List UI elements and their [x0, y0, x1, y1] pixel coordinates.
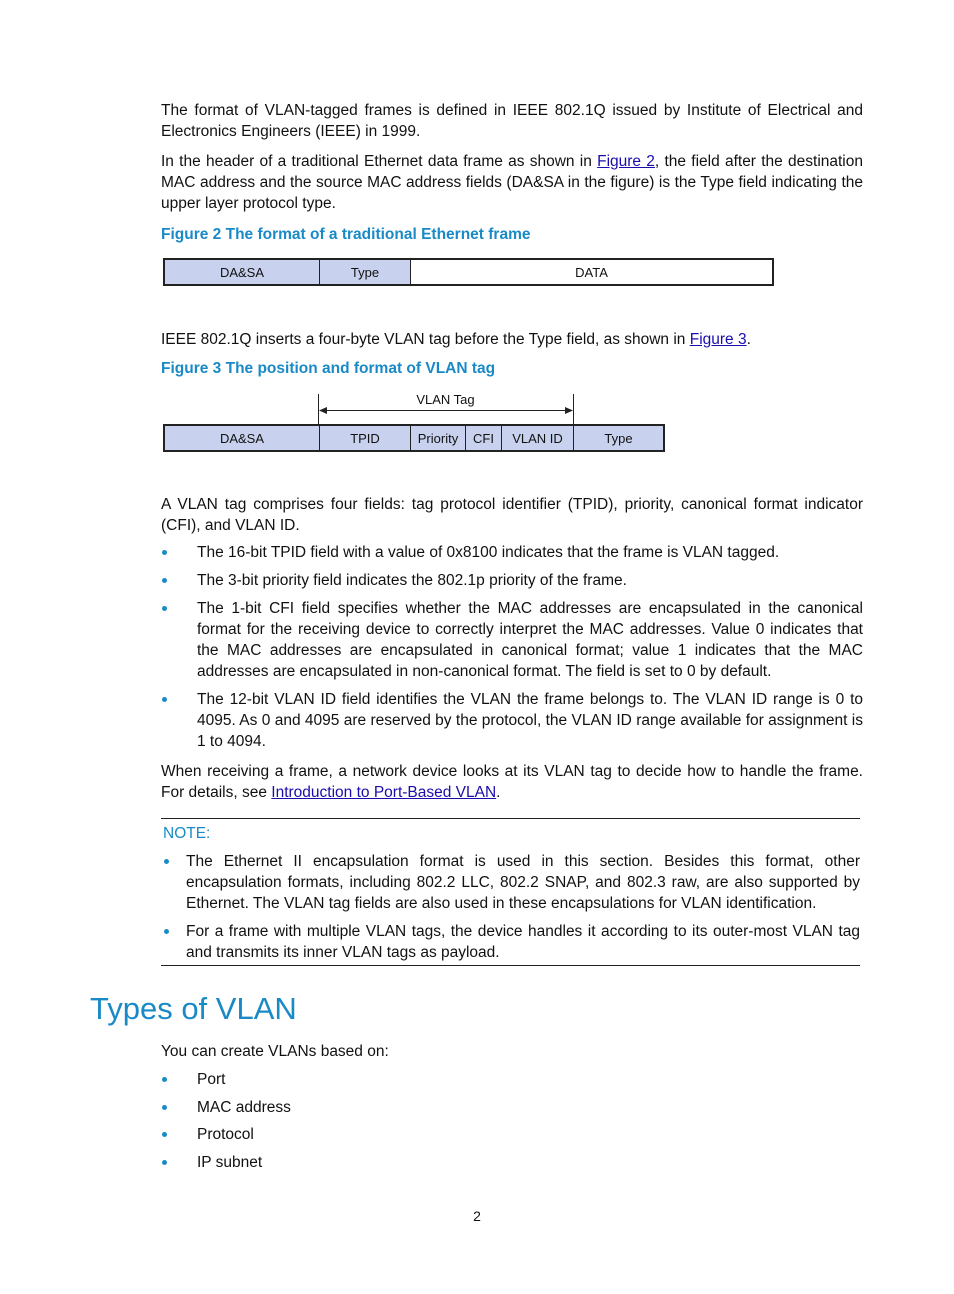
- intro-paragraph-2: [161, 151, 863, 214]
- field-tpid: TPID: [320, 426, 411, 450]
- vlan-tag-frame-diagram: [163, 424, 665, 452]
- note-title: NOTE:: [163, 825, 211, 842]
- vlan-types-list: [161, 1069, 863, 1173]
- field-data: DATA: [411, 260, 772, 284]
- para5-text-after: .: [496, 784, 501, 801]
- para2-text-after: , the field after the destination MAC address and the source MAC address fields (DA&SA in the figure) is the Type field indicating the upper layer protocol type.: [161, 153, 863, 212]
- para5-text-before: When receiving a frame, a network device looks at its VLAN tag to decide how to handle the frame. For details, see: [161, 763, 863, 801]
- ethernet-frame-diagram: [163, 258, 774, 286]
- list-item: Port: [161, 1069, 863, 1090]
- paragraph-3: [161, 329, 863, 350]
- field-type: Type: [574, 426, 663, 450]
- bullet-icon: [162, 1077, 167, 1082]
- figure-2-link[interactable]: Figure 2: [597, 153, 655, 170]
- field-type: Type: [320, 260, 411, 284]
- bullet-icon: [162, 1105, 167, 1110]
- page-number: 2: [473, 1208, 481, 1224]
- bullet-icon: [164, 929, 169, 934]
- list-item: For a frame with multiple VLAN tags, the device handles it according to its outer-most VLAN tag and transmits its inner VLAN tags as payload.: [161, 921, 860, 963]
- field-da-sa: DA&SA: [165, 260, 320, 284]
- list-item: The 3-bit priority field indicates the 802.1p priority of the frame.: [161, 570, 863, 591]
- bullet-icon: [164, 859, 169, 864]
- bullet-icon: [162, 550, 167, 555]
- list-item: IP subnet: [161, 1152, 863, 1173]
- para2-text-before: In the header of a traditional Ethernet data frame as shown in: [161, 153, 598, 170]
- note-list: [161, 851, 860, 963]
- bullet-icon: [162, 1132, 167, 1137]
- field-priority: Priority: [411, 426, 466, 450]
- bullet-icon: [162, 606, 167, 611]
- bullet-icon: [162, 1160, 167, 1165]
- list-item: MAC address: [161, 1097, 863, 1118]
- section-heading: Types of VLAN: [90, 991, 297, 1026]
- list-item: The Ethernet II encapsulation format is used in this section. Besides this format, other encapsulation formats, including 802.2 LLC, 802.2 SNAP, and 802.3 raw, are also supported by Ethernet. The VLAN tag fields are also used in these encapsulations for VLAN identification.: [161, 851, 860, 914]
- figure-2-title: Figure 2 The format of a traditional Ethernet frame: [161, 226, 531, 243]
- vlan-tag-fields-list: [161, 542, 863, 752]
- list-item: The 12-bit VLAN ID field identifies the VLAN the frame belongs to. The VLAN ID range is 0 to 4095. As 0 and 4095 are reserved by the protocol, the VLAN ID range available for assignment is 1 to 4094.: [161, 689, 863, 752]
- list-item: The 1-bit CFI field specifies whether the MAC addresses are encapsulated in the canonical format for the receiving device to correctly interpret the MAC addresses. Value 0 indicates that the MAC addresses are encapsulated in canonical format; value 1 indicates that the MAC addresses are encapsulated in non-canonical format. The field is set to 0 by default.: [161, 598, 863, 682]
- list-item: Protocol: [161, 1124, 863, 1145]
- para3-text-after: .: [746, 331, 751, 348]
- note-box: [161, 818, 860, 966]
- paragraph-4: A VLAN tag comprises four fields: tag protocol identifier (TPID), priority, canonical format indicator (CFI), and VLAN ID.: [161, 496, 863, 534]
- figure-3-title: Figure 3 The position and format of VLAN tag: [161, 360, 496, 377]
- vlan-tag-label: VLAN Tag: [416, 392, 475, 407]
- section-intro: You can create VLANs based on:: [161, 1043, 389, 1060]
- para3-text-before: IEEE 802.1Q inserts a four-byte VLAN tag before the Type field, as shown in: [161, 331, 690, 348]
- port-based-vlan-link[interactable]: Introduction to Port-Based VLAN: [271, 784, 497, 801]
- field-cfi: CFI: [466, 426, 502, 450]
- field-da-sa: DA&SA: [165, 426, 320, 450]
- bullet-icon: [162, 697, 167, 702]
- bullet-icon: [162, 578, 167, 583]
- paragraph-5: [161, 761, 863, 803]
- figure-3-link[interactable]: Figure 3: [689, 331, 747, 348]
- list-item: The 16-bit TPID field with a value of 0x8100 indicates that the frame is VLAN tagged.: [161, 542, 863, 563]
- intro-paragraph-1: The format of VLAN-tagged frames is defined in IEEE 802.1Q issued by Institute of Electrical and Electronics Engineers (IEEE) in 1999.: [161, 102, 863, 140]
- field-vlan-id: VLAN ID: [502, 426, 574, 450]
